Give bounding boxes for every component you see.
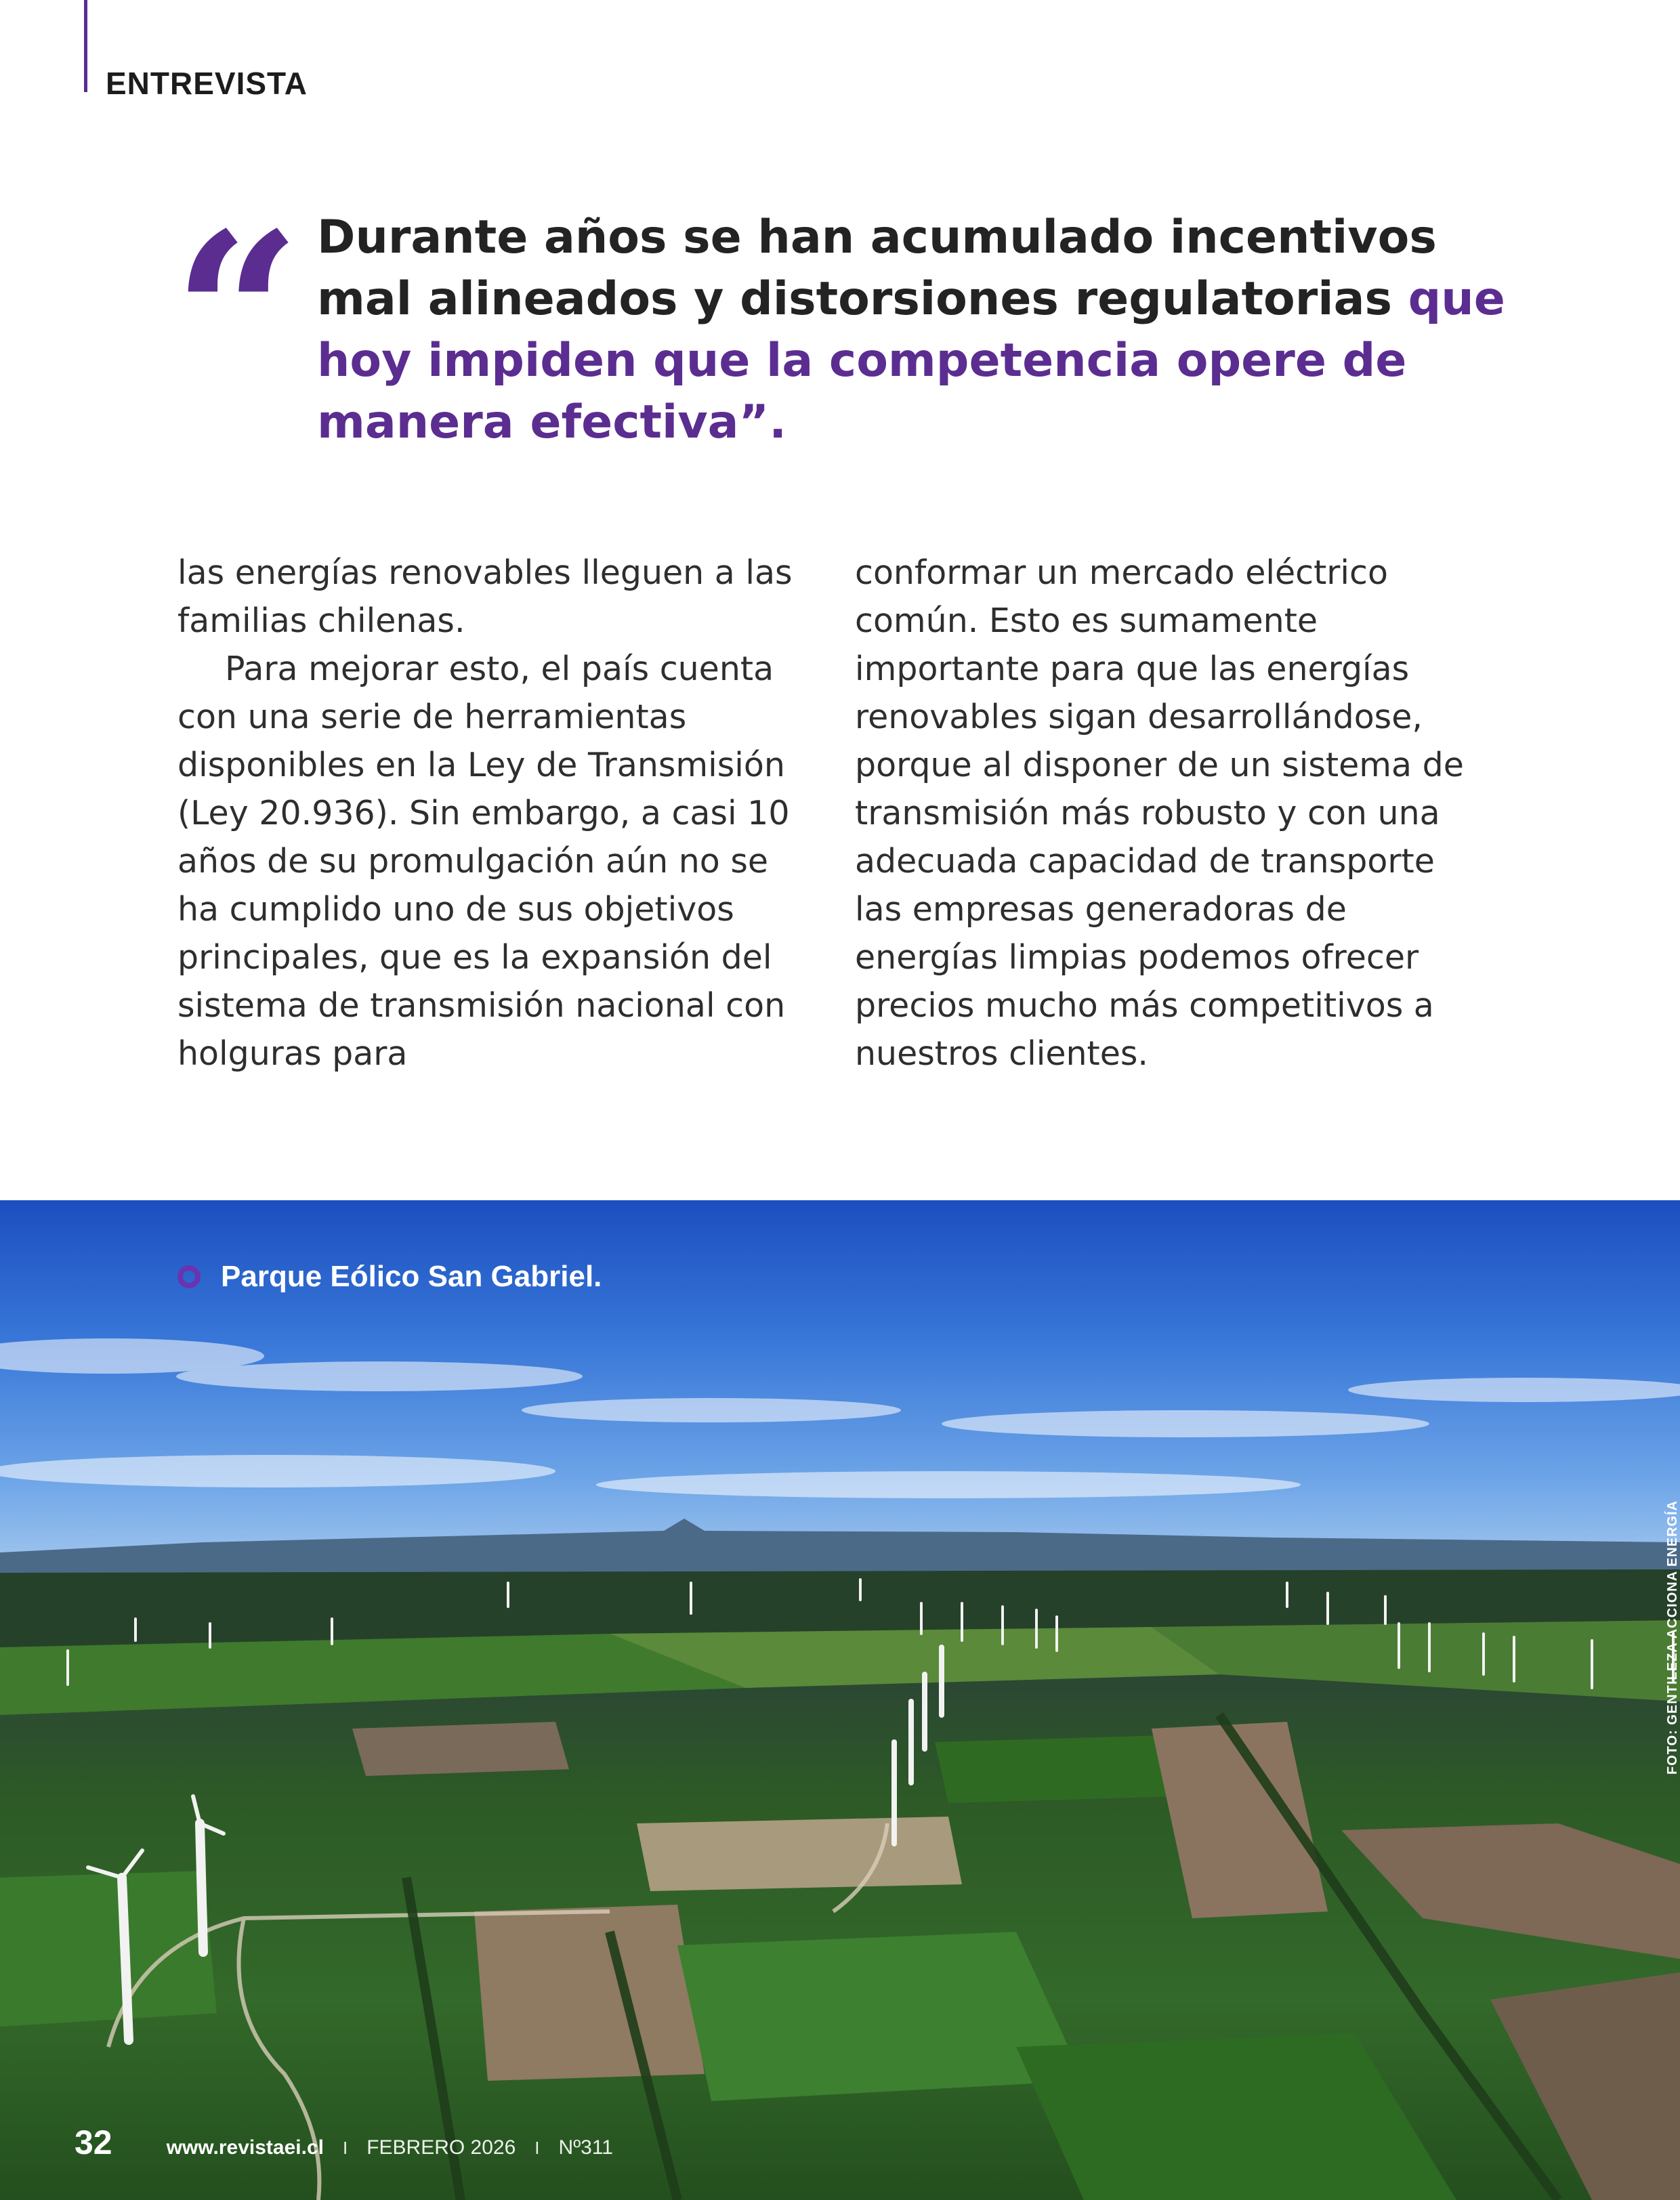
photo-caption xyxy=(177,1260,602,1294)
website-link[interactable]: www.revistaei.cl xyxy=(166,2136,324,2159)
wind-farm-photo xyxy=(0,1200,1680,2200)
footer-separator: I xyxy=(534,2138,540,2158)
pull-quote xyxy=(317,207,1509,453)
issue-date: FEBRERO 2026 xyxy=(366,2136,516,2159)
page-footer xyxy=(75,2123,613,2162)
paragraph: las energías renovables lleguen a las familias chilenas. xyxy=(177,553,793,640)
pull-quote-accent: que hoy impiden que la competencia opere de manera efectiva”. xyxy=(317,272,1505,449)
paragraph: Para mejorar esto, el país cuenta con una serie de herramientas disponibles en la Ley de Transmisión (Ley 20.936). Sin embargo, a casi 10 años de su promulgación aún no se ha cumplido uno de sus objetivos principales, que es la expansión del sistema de transmisión nacional con holguras para xyxy=(177,650,790,1073)
quote-mark-icon: “ xyxy=(173,184,301,446)
page-number: 32 xyxy=(75,2123,112,2161)
pull-quote-dark: Durante años se han acumulado incentivos mal alineados y distorsiones regulatorias xyxy=(317,211,1437,326)
article-column-right xyxy=(855,549,1492,1078)
issue-number: Nº311 xyxy=(558,2136,613,2159)
footer-separator: I xyxy=(342,2138,348,2158)
caption-circle-icon xyxy=(177,1265,201,1288)
caption-text: Parque Eólico San Gabriel. xyxy=(221,1260,602,1293)
landscape-illustration xyxy=(0,1200,1680,2200)
section-rule xyxy=(84,0,87,92)
section-label: ENTREVISTA xyxy=(106,66,308,101)
photo-credit: FOTO: GENTILEZA ACCIONA ENERGÍA xyxy=(1665,1500,1680,1775)
article-column-left xyxy=(177,549,814,1078)
paragraph: conformar un mercado eléctrico común. Esto es sumamente importante para que las energías renovables sigan desarrollándose, porque al disponer de un sistema de transmisión más robusto y con una adecuada capacidad de transporte las empresas generadoras de energías limpias podemos ofrecer precios mucho más competitivos a nuestros clientes. xyxy=(855,553,1464,1073)
